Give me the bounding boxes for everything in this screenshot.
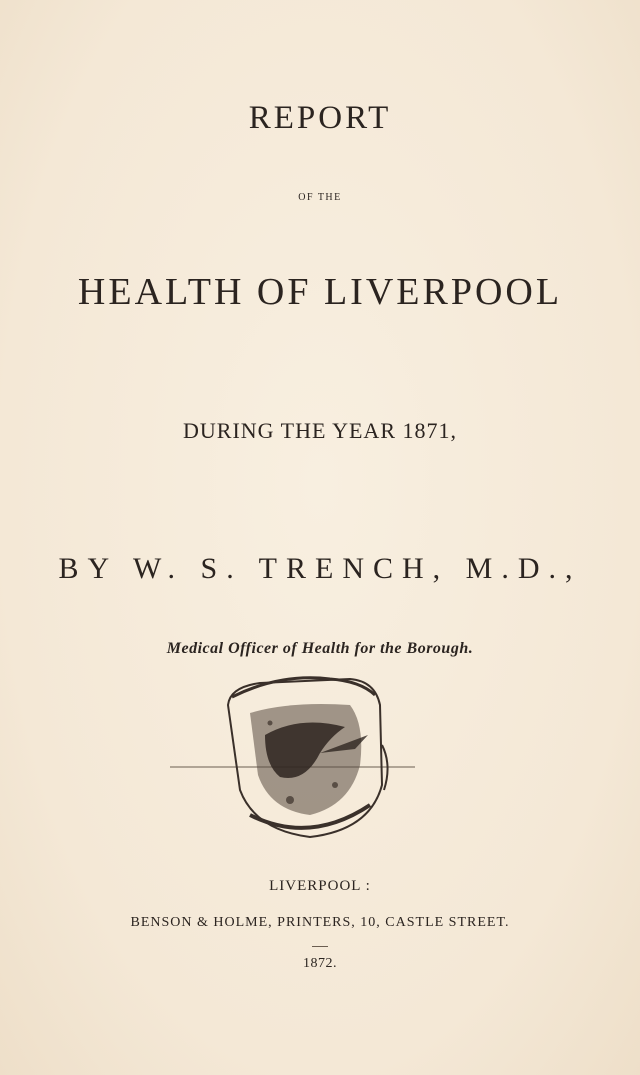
subject-heading: HEALTH OF LIVERPOOL: [77, 271, 563, 313]
of-the-text: OF THE: [298, 192, 342, 203]
imprint-year: 1872.: [303, 956, 337, 971]
author-office: Medical Officer of Health for the Borough.: [166, 640, 474, 657]
imprint-city: LIVERPOOL :: [269, 878, 371, 894]
period-text: DURING THE YEAR 1871,: [183, 418, 457, 443]
report-heading: REPORT: [248, 100, 392, 136]
author-byline: BY W. S. TRENCH, M.D.,: [58, 552, 582, 585]
imprint-printer: BENSON & HOLME, PRINTERS, 10, CASTLE STREET.: [130, 915, 510, 930]
borough-seal-icon: [170, 665, 470, 845]
divider-dash: [312, 946, 328, 947]
